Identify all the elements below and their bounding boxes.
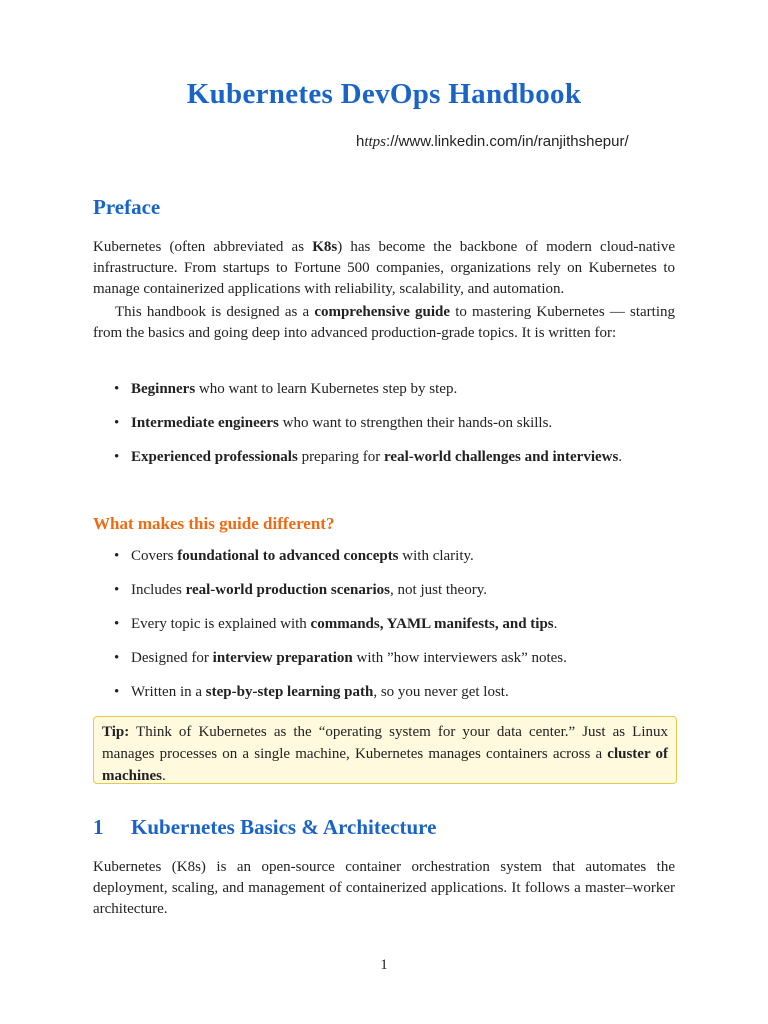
audience-text: preparing for xyxy=(297,449,385,465)
audience-text: who want to strengthen their hands-on skills. xyxy=(278,415,553,431)
item-bold: commands, YAML manifests, and tips xyxy=(310,616,554,632)
item-text-a: Includes xyxy=(131,582,186,598)
audience-text-3: . xyxy=(618,449,623,465)
item-text-a: Designed for xyxy=(131,650,213,666)
item-text-b: , so you never get lost. xyxy=(373,684,509,700)
preface-p1-bold: K8s xyxy=(312,239,338,255)
different-heading: What makes this guide different? xyxy=(93,514,335,533)
item-text-a: Written in a xyxy=(131,684,206,700)
list-item xyxy=(114,378,675,400)
item-bold: real-world production scenarios xyxy=(185,582,391,598)
audience-text: who want to learn Kubernetes step by step. xyxy=(195,381,458,397)
document-title: Kubernetes DevOps Handbook xyxy=(186,78,582,110)
preface-p1-text-a: Kubernetes (often abbreviated as xyxy=(93,239,313,255)
item-bold: step-by-step learning path xyxy=(205,684,374,700)
section-number: 1 xyxy=(93,815,104,839)
different-list xyxy=(114,545,675,703)
tip-text-b: . xyxy=(162,768,166,784)
item-text-a: Covers xyxy=(131,548,178,564)
list-item xyxy=(114,681,675,703)
section-title-text: Kubernetes Basics & Architecture xyxy=(131,815,437,839)
preface-paragraph-1 xyxy=(93,237,675,300)
preface-paragraph-2 xyxy=(93,302,675,344)
audience-bold: Experienced professionals xyxy=(131,449,298,465)
list-item xyxy=(114,613,675,635)
item-text-b: , not just theory. xyxy=(390,582,487,598)
item-bold: interview preparation xyxy=(212,650,353,666)
item-text-b: with ”how interviewers ask” notes. xyxy=(352,650,567,666)
audience-bold: Beginners xyxy=(131,381,196,397)
author-link-rest: ://www.linkedin.com/in/ranjithshepur/ xyxy=(386,133,629,150)
preface-p2-bold: comprehensive guide xyxy=(314,304,451,320)
item-text-b: with clarity. xyxy=(398,548,474,564)
preface-p2-text-b: to mastering Kubernetes — starting from the basics and going deep into advanced production-grade topics. It is written for: xyxy=(93,304,675,341)
audience-bold-2: real-world challenges and interviews xyxy=(384,449,619,465)
section-1-paragraph: Kubernetes (K8s) is an open-source container orchestration system that automates the deployment, scaling, and management of containerized applications. It follows a master–worker architecture. xyxy=(93,859,675,917)
tip-box xyxy=(93,716,677,784)
list-item xyxy=(114,579,675,601)
author-link-ttps: ttps xyxy=(364,134,387,150)
preface-p2-text-a: This handbook is designed as a xyxy=(115,304,315,320)
author-link-h: h xyxy=(356,133,365,150)
audience-bold: Intermediate engineers xyxy=(131,415,279,431)
section-1-heading xyxy=(93,815,436,840)
item-bold: foundational to advanced concepts xyxy=(177,548,399,564)
tip-label: Tip: xyxy=(102,724,130,740)
preface-p1-text-b: ) has become the backbone of modern cloud-native infrastructure. From startups to Fortune 500 companies, organizations rely on Kubernetes to manage containerized applications with reliability, scalability, and automation. xyxy=(93,239,676,297)
list-item xyxy=(114,647,675,669)
preface-heading: Preface xyxy=(93,195,161,219)
tip-text-a: Think of Kubernetes as the “operating system for your data center.” Just as Linux manages processes on a single machine, Kubernetes manages containers across a xyxy=(102,724,668,762)
list-item xyxy=(114,446,675,468)
author-link[interactable] xyxy=(356,133,629,151)
list-item xyxy=(114,545,675,567)
item-text-a: Every topic is explained with xyxy=(131,616,311,632)
audience-list xyxy=(114,378,675,468)
page-number: 1 xyxy=(380,957,388,973)
item-text-b: . xyxy=(553,616,558,632)
list-item xyxy=(114,412,675,434)
tip-bold: cluster of machines xyxy=(102,746,668,784)
